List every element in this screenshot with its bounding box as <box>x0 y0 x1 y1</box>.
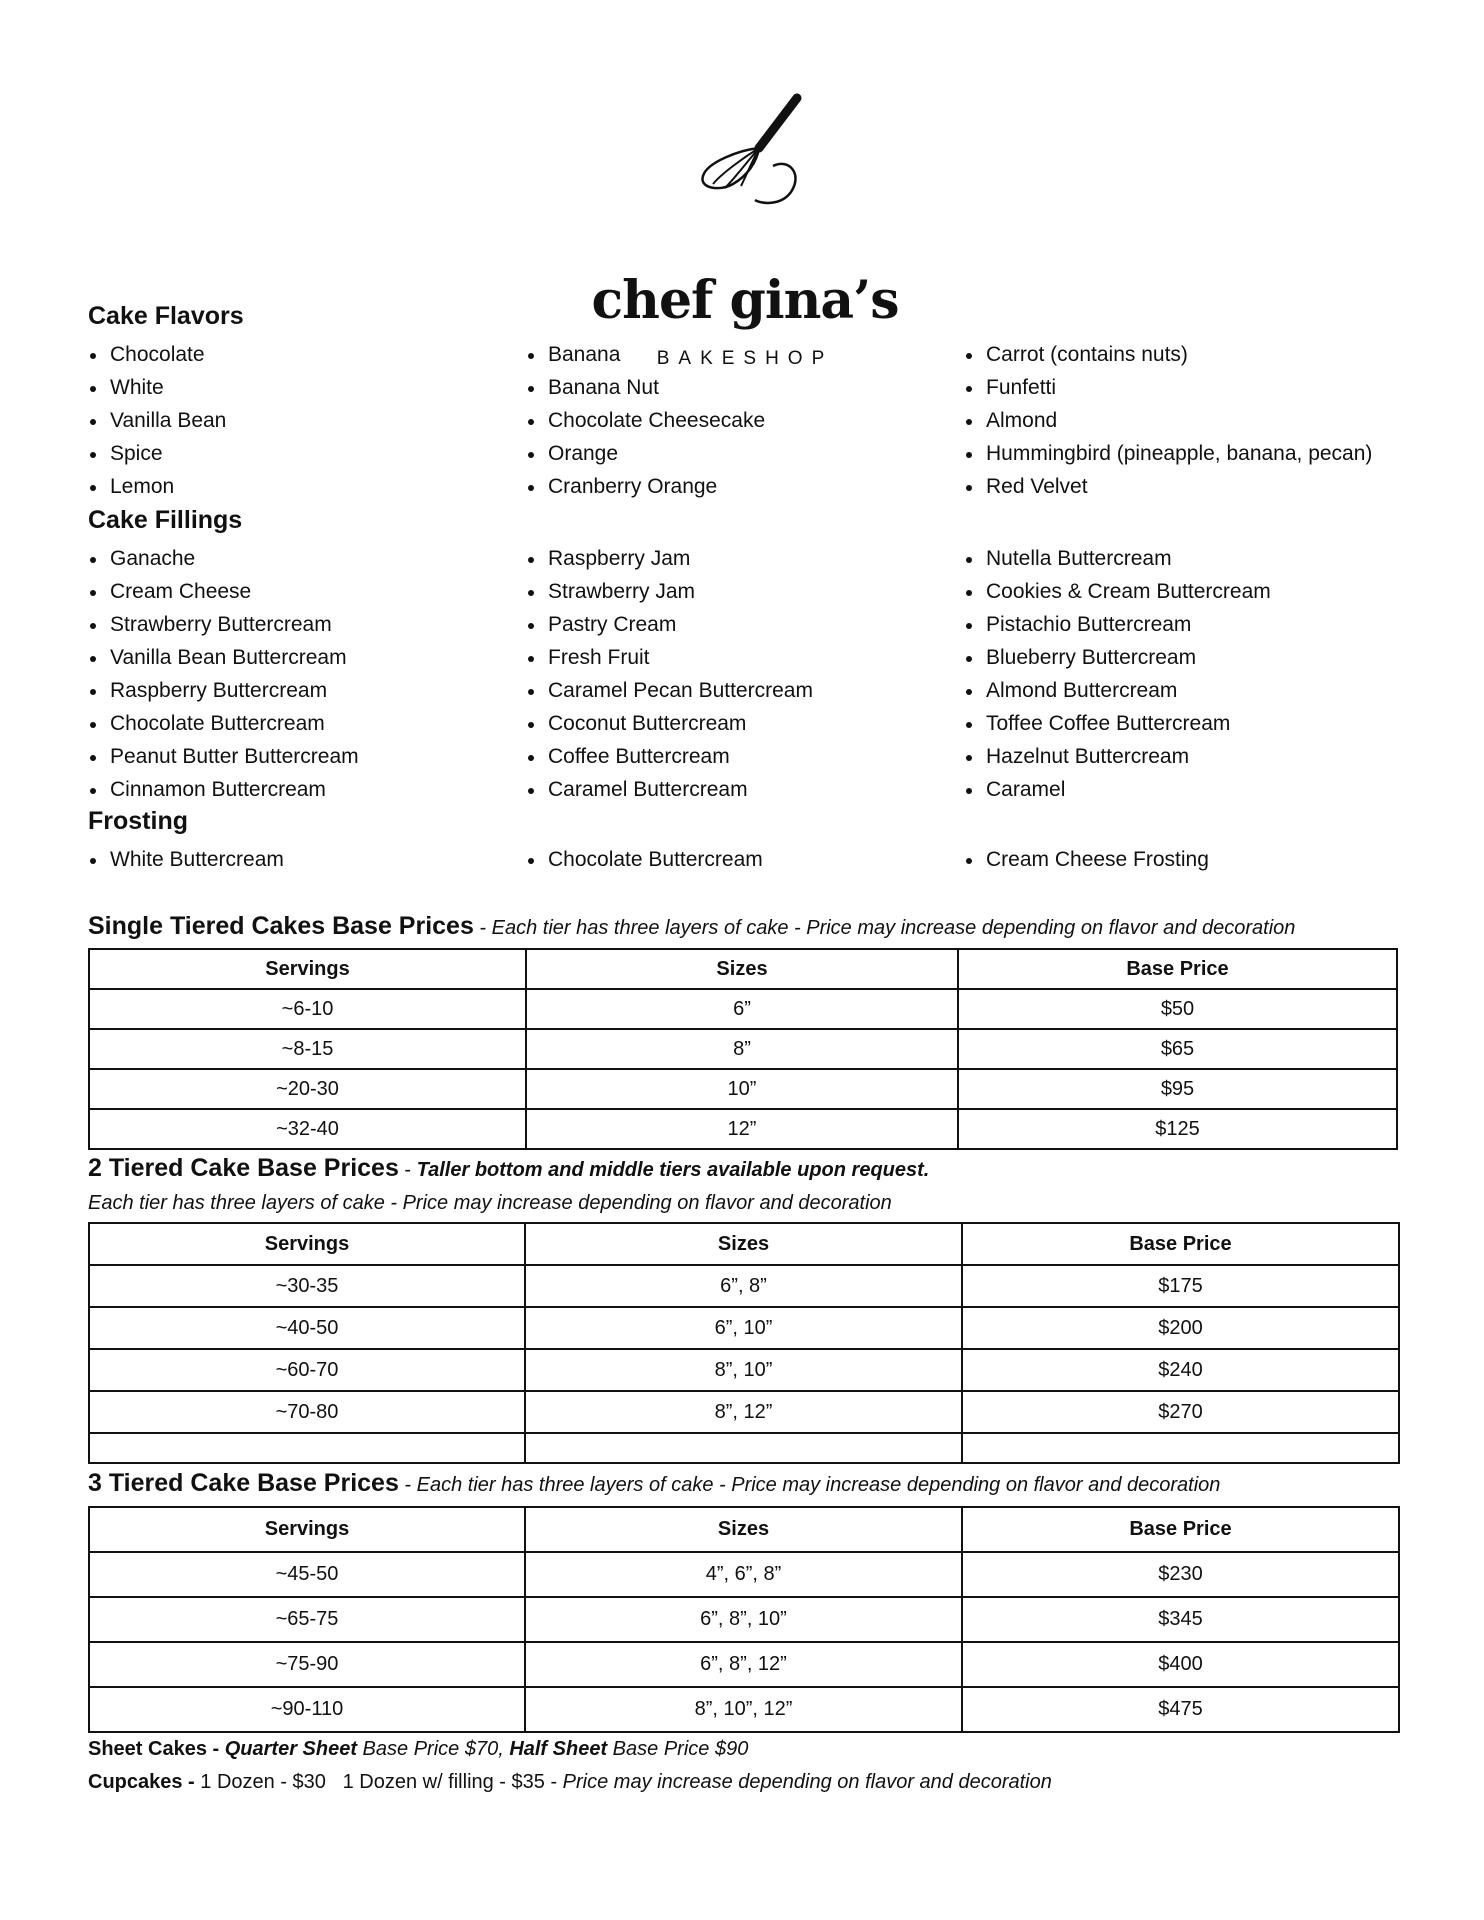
table-cell: $175 <box>962 1265 1399 1307</box>
table-row <box>89 1391 1399 1433</box>
list-item: Raspberry Jam <box>526 542 813 575</box>
list-item: Coconut Buttercream <box>526 707 813 740</box>
table-cell: ~70-80 <box>89 1391 525 1433</box>
list-item: Banana Nut <box>526 371 765 404</box>
cake-fillings-title: Cake Fillings <box>88 506 243 534</box>
frosting-title: Frosting <box>88 807 188 835</box>
table-header-row <box>89 1507 1399 1552</box>
three-tier-title: 3 Tiered Cake Base Prices <box>88 1469 399 1497</box>
table-cell: ~32-40 <box>89 1109 526 1149</box>
column-header: Sizes <box>525 1507 962 1552</box>
list-item: White <box>88 371 226 404</box>
list-item: Toffee Coffee Buttercream <box>964 707 1271 740</box>
list-item: Caramel Pecan Buttercream <box>526 674 813 707</box>
column-header: Servings <box>89 1223 525 1265</box>
list-item: Cinnamon Buttercream <box>88 773 359 806</box>
table-row <box>89 1642 1399 1687</box>
list-item: Cream Cheese <box>88 575 359 608</box>
list-item: Spice <box>88 437 226 470</box>
table-cell: 6” <box>526 989 958 1029</box>
fillings-column-2 <box>526 542 813 806</box>
table-cell: 10” <box>526 1069 958 1109</box>
list-item: Nutella Buttercream <box>964 542 1271 575</box>
list-item: Pistachio Buttercream <box>964 608 1271 641</box>
table-cell: ~8-15 <box>89 1029 526 1069</box>
table-cell: $200 <box>962 1307 1399 1349</box>
single-tier-heading <box>88 912 1295 941</box>
table-row <box>89 1029 1397 1069</box>
two-tier-subtitle: Taller bottom and middle tiers available upon request. <box>416 1159 930 1181</box>
three-tier-heading <box>88 1469 1220 1498</box>
table-cell: $345 <box>962 1597 1399 1642</box>
list-item: Cranberry Orange <box>526 470 765 503</box>
table-row <box>89 1687 1399 1732</box>
column-header: Sizes <box>526 949 958 989</box>
table-cell: 8”, 10”, 12” <box>525 1687 962 1732</box>
list-item: Banana <box>526 338 765 371</box>
table-cell: 8”, 12” <box>525 1391 962 1433</box>
three-tier-subtitle: - Each tier has three layers of cake - Price may increase depending on flavor and decoration <box>398 1474 1221 1496</box>
table-cell: ~90-110 <box>89 1687 525 1732</box>
flavors-column-1 <box>88 338 226 503</box>
cupcakes-note: Price may increase depending on flavor and decoration <box>562 1771 1052 1793</box>
flavors-column-3 <box>964 338 1372 503</box>
list-item: Hummingbird (pineapple, banana, pecan) <box>964 437 1372 470</box>
table-header-row <box>89 949 1397 989</box>
two-tier-title: 2 Tiered Cake Base Prices <box>88 1154 399 1182</box>
list-item: Carrot (contains nuts) <box>964 338 1372 371</box>
logo-subtitle: BAKESHOP <box>656 348 834 369</box>
list-item: Almond Buttercream <box>964 674 1271 707</box>
list-item: Peanut Butter Buttercream <box>88 740 359 773</box>
list-item: Raspberry Buttercream <box>88 674 359 707</box>
list-item: Chocolate Buttercream <box>88 707 359 740</box>
list-item: Caramel Buttercream <box>526 773 813 806</box>
table-cell: ~60-70 <box>89 1349 525 1391</box>
table-row <box>89 1552 1399 1597</box>
table-cell <box>962 1433 1399 1463</box>
column-header: Servings <box>89 949 526 989</box>
column-header: Sizes <box>525 1223 962 1265</box>
table-cell: 6”, 8”, 12” <box>525 1642 962 1687</box>
table-cell: $475 <box>962 1687 1399 1732</box>
two-tier-note: Each tier has three layers of cake - Price may increase depending on flavor and decoration <box>88 1192 892 1214</box>
single-tier-title: Single Tiered Cakes Base Prices <box>88 912 474 940</box>
half-sheet-label: Half Sheet <box>509 1738 608 1760</box>
table-cell: ~45-50 <box>89 1552 525 1597</box>
table-cell: $125 <box>958 1109 1397 1149</box>
column-header: Base Price <box>962 1223 1399 1265</box>
list-item: Cookies & Cream Buttercream <box>964 575 1271 608</box>
table-row <box>89 1109 1397 1149</box>
list-item: Strawberry Jam <box>526 575 813 608</box>
table-cell: ~75-90 <box>89 1642 525 1687</box>
list-item: Vanilla Bean <box>88 404 226 437</box>
table-row <box>89 1597 1399 1642</box>
cupcakes-prices: 1 Dozen - $30 1 Dozen w/ filling - $35 - <box>200 1771 563 1793</box>
two-tier-separator: - <box>398 1159 417 1181</box>
frosting-column-1 <box>88 843 284 876</box>
table-cell: ~20-30 <box>89 1069 526 1109</box>
quarter-sheet-price: Base Price $70, <box>357 1738 510 1760</box>
cake-flavors-title: Cake Flavors <box>88 302 244 330</box>
table-cell: 8” <box>526 1029 958 1069</box>
three-tier-price-table <box>88 1506 1400 1733</box>
single-tier-subtitle: - Each tier has three layers of cake - Price may increase depending on flavor and decoration <box>473 917 1296 939</box>
list-item: Vanilla Bean Buttercream <box>88 641 359 674</box>
table-cell: 6”, 8”, 10” <box>525 1597 962 1642</box>
table-row <box>89 1349 1399 1391</box>
table-cell: 6”, 8” <box>525 1265 962 1307</box>
table-cell: $230 <box>962 1552 1399 1597</box>
frosting-column-3 <box>964 843 1209 876</box>
list-item: Chocolate Cheesecake <box>526 404 765 437</box>
table-row <box>89 1069 1397 1109</box>
two-tier-price-table <box>88 1222 1400 1464</box>
table-cell: $270 <box>962 1391 1399 1433</box>
table-row <box>89 1265 1399 1307</box>
cupcakes-label: Cupcakes - <box>88 1771 201 1793</box>
list-item: Pastry Cream <box>526 608 813 641</box>
table-cell: $50 <box>958 989 1397 1029</box>
table-cell: 6”, 10” <box>525 1307 962 1349</box>
single-tier-price-table <box>88 948 1398 1150</box>
column-header: Base Price <box>962 1507 1399 1552</box>
quarter-sheet-label: Quarter Sheet <box>224 1738 357 1760</box>
table-cell: $400 <box>962 1642 1399 1687</box>
table-cell <box>89 1433 525 1463</box>
table-cell: $240 <box>962 1349 1399 1391</box>
list-item: Coffee Buttercream <box>526 740 813 773</box>
table-cell: 8”, 10” <box>525 1349 962 1391</box>
table-cell: ~65-75 <box>89 1597 525 1642</box>
table-cell: ~40-50 <box>89 1307 525 1349</box>
fillings-column-1 <box>88 542 359 806</box>
list-item: Chocolate Buttercream <box>526 843 763 876</box>
list-item: Cream Cheese Frosting <box>964 843 1209 876</box>
list-item: Almond <box>964 404 1372 437</box>
list-item: Red Velvet <box>964 470 1372 503</box>
list-item: Hazelnut Buttercream <box>964 740 1271 773</box>
half-sheet-price: Base Price $90 <box>607 1738 749 1760</box>
list-item: Strawberry Buttercream <box>88 608 359 641</box>
list-item: Orange <box>526 437 765 470</box>
table-row <box>89 1307 1399 1349</box>
fillings-column-3 <box>964 542 1271 806</box>
sheet-cakes-label: Sheet Cakes - <box>88 1738 225 1760</box>
list-item: Lemon <box>88 470 226 503</box>
list-item: Caramel <box>964 773 1271 806</box>
logo-wordmark: chef gina’s <box>591 270 899 331</box>
table-header-row <box>89 1223 1399 1265</box>
list-item: Blueberry Buttercream <box>964 641 1271 674</box>
cupcakes-line <box>88 1771 1052 1794</box>
table-row <box>89 1433 1399 1463</box>
table-cell: 12” <box>526 1109 958 1149</box>
list-item: Ganache <box>88 542 359 575</box>
table-cell: 4”, 6”, 8” <box>525 1552 962 1597</box>
sheet-cakes-line <box>88 1738 748 1761</box>
list-item: Fresh Fruit <box>526 641 813 674</box>
flavors-column-2 <box>526 338 765 503</box>
list-item: Funfetti <box>964 371 1372 404</box>
table-cell: $65 <box>958 1029 1397 1069</box>
column-header: Servings <box>89 1507 525 1552</box>
table-cell <box>525 1433 962 1463</box>
column-header: Base Price <box>958 949 1397 989</box>
list-item: Chocolate <box>88 338 226 371</box>
frosting-column-2 <box>526 843 763 876</box>
list-item: White Buttercream <box>88 843 284 876</box>
two-tier-heading <box>88 1154 929 1183</box>
table-row <box>89 989 1397 1029</box>
table-cell: ~30-35 <box>89 1265 525 1307</box>
table-cell: $95 <box>958 1069 1397 1109</box>
whisk-icon <box>685 88 805 208</box>
table-cell: ~6-10 <box>89 989 526 1029</box>
